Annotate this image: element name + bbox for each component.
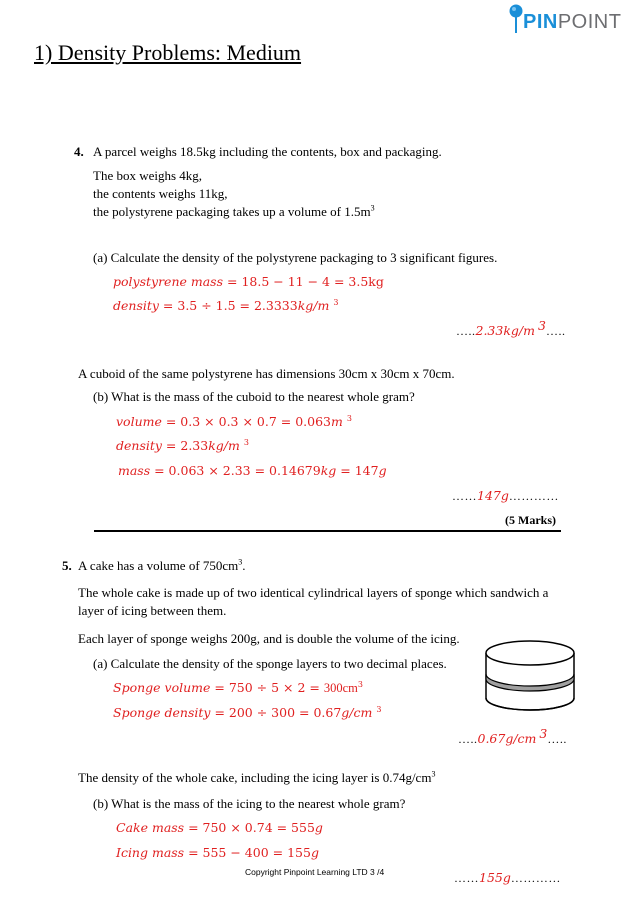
q4-b-working-2: density = 2.33kg/m $^3$ [116,437,249,453]
q5-part-b: (b) What is the mass of the icing to the nearest whole gram? [93,796,406,811]
q5-intro: A cake has a volume of $750cm^3$. [78,557,246,573]
q4-intro: A parcel weighs 18.5kg including the contents, box and packaging. [93,144,442,159]
q5-part-a: (a) Calculate the density of the sponge layers to two decimal places. [93,656,447,671]
section-divider [94,530,561,532]
logo-suffix: POINT [557,11,622,33]
footer-copyright: Copyright Pinpoint Learning LTD 3 /4 [245,867,385,877]
q5-a-working-1: Sponge volume = $750 \div 5 \times 2 = 300cm^3$ [113,679,363,695]
q5-density-text: The density of the whole cake, including the icing layer is $0.74g/cm^3$ [78,769,436,785]
q4-a-working-1: polystyrene mass = 18.5 − 11 − 4 = 3.5kg [113,274,384,289]
q4-line2: the contents weighs 11kg, [93,186,228,201]
q4-marks: (5 Marks) [505,513,556,527]
q5-para1-line1: The whole cake is made up of two identical cylindrical layers of sponge which sandwich a [78,585,549,600]
page-title: 1) Density Problems: Medium [34,40,302,65]
pin-icon [508,4,524,34]
q4-b-working-3: mass = 0.063 × 2.33 = 0.14679kg = 147g [118,463,387,478]
cake-illustration [480,637,580,717]
q4-cuboid: A cuboid of the same polystyrene has dimensions 30cm x 30cm x 70cm. [78,366,455,381]
q4-part-b: (b) What is the mass of the cuboid to the nearest whole gram? [93,389,415,404]
q4-line1: The box weighs 4kg, [93,168,203,183]
q4-b-answer: ……147g………… [452,488,559,503]
q5-b-answer: ……155g………… [454,870,561,885]
q5-a-answer: …..0.67g/cm $^3$….. [458,726,567,746]
q5-para1-line2: layer of icing between them. [78,603,227,618]
pinpoint-logo [508,4,628,36]
q5-b-working-1: Cake mass = 750 × 0.74 = 555g [116,820,323,835]
q4-a-answer: …..2.33kg/m $^3$….. [456,318,566,338]
q4-b-working-1: volume = 0.3 × 0.3 × 0.7 = 0.063m $^3$ [116,413,352,429]
q4-number: 4. [74,144,84,159]
q4-a-working-2: density = 3.5 ÷ 1.5 = 2.3333kg/m $^3$ [113,297,339,313]
q5-a-working-2: Sponge density = 200 ÷ 300 = 0.67g/cm $^3$ [113,704,382,720]
q5-para2: Each layer of sponge weighs 200g, and is double the volume of the icing. [78,631,460,646]
q4-part-a: (a) Calculate the density of the polystyrene packaging to 3 significant figures. [93,250,498,265]
q5-b-working-2: Icing mass = 555 − 400 = 155g [116,845,319,860]
q5-number: 5. [62,558,72,573]
logo-prefix: PIN [523,11,558,33]
q4-line3: the polystyrene packaging takes up a volume of $1.5m^3$ [93,203,375,219]
